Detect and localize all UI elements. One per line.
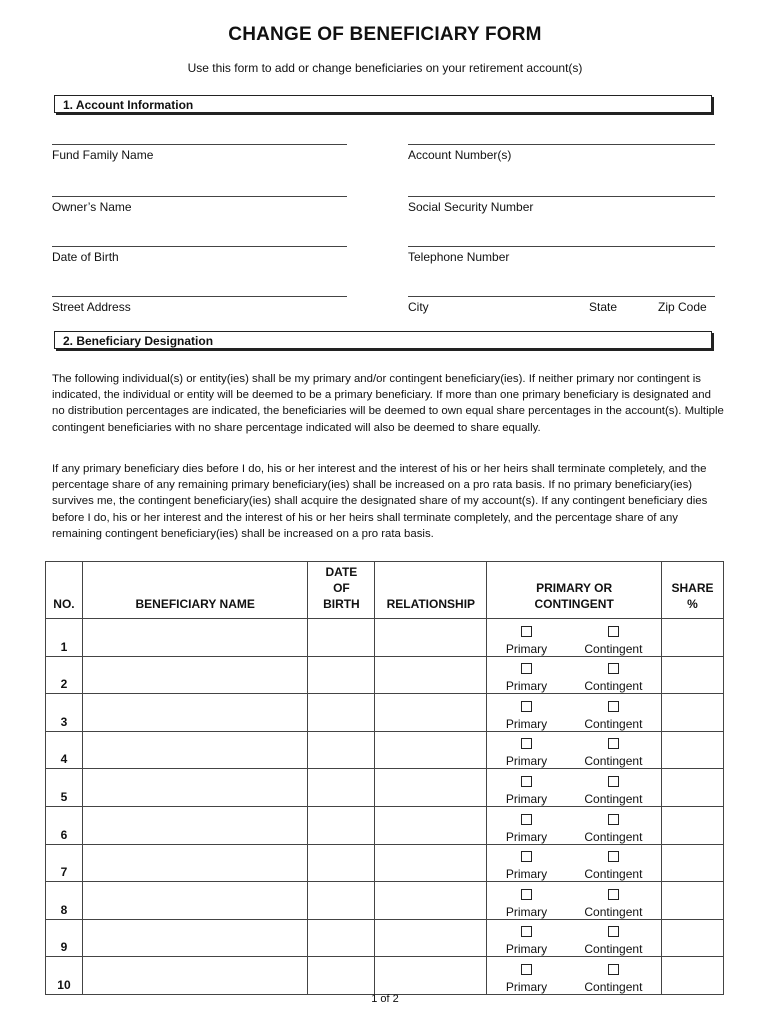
- contingent-option[interactable]: [584, 814, 642, 844]
- beneficiary-relationship-cell[interactable]: [375, 919, 487, 957]
- header-share-line2: %: [687, 597, 698, 611]
- header-relationship: RELATIONSHIP: [375, 562, 487, 619]
- primary-label: Primary: [505, 829, 548, 844]
- beneficiary-relationship-cell[interactable]: [375, 619, 487, 657]
- owner-name-field[interactable]: [52, 196, 347, 214]
- primary-option[interactable]: [506, 889, 547, 919]
- table-header-row: [46, 562, 724, 619]
- primary-contingent-cell: [487, 919, 662, 957]
- share-percent-cell[interactable]: [662, 957, 724, 995]
- contingent-label: Contingent: [584, 754, 643, 769]
- fund-family-label: Fund Family Name: [52, 148, 154, 162]
- primary-option[interactable]: [506, 964, 547, 994]
- primary-label: Primary: [505, 641, 548, 656]
- page-number: 1 of 2: [371, 993, 399, 1005]
- header-share-line1: SHARE: [671, 581, 714, 595]
- table-row: [46, 731, 724, 769]
- header-dob-line3: BIRTH: [323, 597, 360, 611]
- table-row: [46, 957, 724, 995]
- beneficiary-relationship-cell[interactable]: [375, 957, 487, 995]
- primary-checkbox[interactable]: [521, 926, 532, 937]
- contingent-option[interactable]: [584, 964, 642, 994]
- contingent-checkbox[interactable]: [608, 964, 619, 975]
- primary-contingent-cell: [487, 882, 662, 920]
- beneficiary-name-cell[interactable]: [82, 806, 308, 844]
- beneficiary-dob-cell[interactable]: [308, 957, 375, 995]
- account-number-field[interactable]: [408, 144, 715, 162]
- share-percent-cell[interactable]: [662, 806, 724, 844]
- street-address-label: Street Address: [52, 300, 131, 314]
- contingent-checkbox[interactable]: [608, 626, 619, 637]
- beneficiary-dob-cell[interactable]: [308, 694, 375, 732]
- primary-contingent-cell: [487, 769, 662, 807]
- designation-paragraph-2: If any primary beneficiary dies before I do, his or her interest and the interest of his or her heirs shall terminate completely, and the percentage share of any remaining primary beneficiary(ies) shall be increased on a pro rata basis. If no primary beneficiary(ies) survives me, the contingent beneficiary(ies) shall acquire the designated share of my account(s). If any contingent beneficiary dies before I do, his or her interest and the interest of his or her heirs shall terminate completely, and the percentage share of any remaining contingent beneficiary(ies) shall be increased on a pro rata basis.: [52, 463, 708, 540]
- contingent-checkbox[interactable]: [608, 663, 619, 674]
- city-label: City: [408, 300, 429, 314]
- primary-option[interactable]: [506, 851, 547, 881]
- contingent-option[interactable]: [584, 663, 642, 693]
- fund-family-field[interactable]: [52, 144, 347, 162]
- beneficiary-name-cell[interactable]: [82, 769, 308, 807]
- beneficiary-dob-cell[interactable]: [308, 769, 375, 807]
- share-percent-cell[interactable]: [662, 694, 724, 732]
- row-number: 6: [46, 806, 83, 844]
- telephone-label: Telephone Number: [408, 250, 510, 264]
- row-number: 5: [46, 769, 83, 807]
- primary-contingent-cell: [487, 619, 662, 657]
- contingent-checkbox[interactable]: [608, 701, 619, 712]
- header-no: NO.: [46, 562, 83, 619]
- beneficiary-name-cell[interactable]: [82, 957, 308, 995]
- share-percent-cell[interactable]: [662, 731, 724, 769]
- primary-label: Primary: [505, 679, 548, 694]
- primary-contingent-cell: [487, 731, 662, 769]
- beneficiary-name-cell[interactable]: [82, 844, 308, 882]
- row-number: 9: [46, 919, 83, 957]
- beneficiary-dob-cell[interactable]: [308, 806, 375, 844]
- primary-checkbox[interactable]: [521, 663, 532, 674]
- account-number-label: Account Number(s): [408, 148, 512, 162]
- beneficiary-name-cell[interactable]: [82, 731, 308, 769]
- share-percent-cell[interactable]: [662, 919, 724, 957]
- primary-label: Primary: [505, 754, 548, 769]
- contingent-option[interactable]: [584, 889, 642, 919]
- primary-label: Primary: [505, 867, 548, 882]
- primary-option[interactable]: [506, 814, 547, 844]
- share-percent-cell[interactable]: [662, 769, 724, 807]
- section-heading-beneficiary: 2. Beneficiary Designation: [54, 331, 712, 349]
- primary-option[interactable]: [506, 663, 547, 693]
- primary-contingent-cell: [487, 694, 662, 732]
- share-percent-cell[interactable]: [662, 844, 724, 882]
- beneficiary-relationship-cell[interactable]: [375, 656, 487, 694]
- row-number: 10: [46, 957, 83, 995]
- table-row: [46, 844, 724, 882]
- contingent-option[interactable]: [584, 851, 642, 881]
- primary-checkbox[interactable]: [521, 851, 532, 862]
- row-number: 4: [46, 731, 83, 769]
- beneficiary-relationship-cell[interactable]: [375, 769, 487, 807]
- designation-paragraph-1: The following individual(s) or entity(ies) shall be my primary and/or contingent beneficiary(ies). If neither primary nor contingent is indicated, the individual or entity will be deemed to be a primary beneficiary. If more than one primary beneficiary is designated and no distribution percentages are indicated, the beneficiaries will be deemed to own equal share percentages in the account(s). Multiple contingent beneficiaries with no share percentage indicated will also be deemed to share equally.: [52, 373, 724, 434]
- row-number: 7: [46, 844, 83, 882]
- beneficiary-name-cell[interactable]: [82, 656, 308, 694]
- table-row: [46, 882, 724, 920]
- primary-option[interactable]: [506, 701, 547, 731]
- header-dob-line2: OF: [333, 581, 350, 595]
- beneficiary-relationship-cell[interactable]: [375, 694, 487, 732]
- table-row: [46, 919, 724, 957]
- contingent-checkbox[interactable]: [608, 814, 619, 825]
- zip-label: Zip Code: [658, 300, 707, 314]
- table-row: [46, 769, 724, 807]
- header-pc-line1: PRIMARY OR: [536, 581, 613, 595]
- table-row: [46, 806, 724, 844]
- beneficiary-dob-cell[interactable]: [308, 656, 375, 694]
- beneficiary-dob-cell[interactable]: [308, 919, 375, 957]
- contingent-checkbox[interactable]: [608, 926, 619, 937]
- header-primary-contingent: [487, 562, 662, 619]
- table-row: [46, 694, 724, 732]
- contingent-label: Contingent: [584, 942, 643, 957]
- primary-option[interactable]: [506, 926, 547, 956]
- contingent-checkbox[interactable]: [608, 738, 619, 749]
- beneficiary-name-cell[interactable]: [82, 919, 308, 957]
- contingent-label: Contingent: [584, 904, 643, 919]
- contingent-label: Contingent: [584, 979, 643, 994]
- primary-label: Primary: [505, 791, 548, 806]
- primary-contingent-cell: [487, 844, 662, 882]
- beneficiary-relationship-cell[interactable]: [375, 844, 487, 882]
- primary-checkbox[interactable]: [521, 701, 532, 712]
- primary-label: Primary: [505, 979, 548, 994]
- contingent-label: Contingent: [584, 829, 643, 844]
- dob-label: Date of Birth: [52, 250, 119, 264]
- state-label: State: [589, 300, 618, 314]
- header-pc-line2: CONTINGENT: [534, 597, 614, 611]
- primary-label: Primary: [505, 904, 548, 919]
- contingent-option[interactable]: [584, 926, 642, 956]
- contingent-label: Contingent: [584, 791, 643, 806]
- dob-field[interactable]: [52, 246, 347, 264]
- primary-checkbox[interactable]: [521, 776, 532, 787]
- primary-checkbox[interactable]: [521, 964, 532, 975]
- primary-contingent-cell: [487, 656, 662, 694]
- share-percent-cell[interactable]: [662, 619, 724, 657]
- contingent-label: Contingent: [584, 716, 643, 731]
- beneficiary-name-cell[interactable]: [82, 619, 308, 657]
- beneficiary-table: [45, 561, 724, 995]
- contingent-option[interactable]: [584, 626, 642, 656]
- primary-checkbox[interactable]: [521, 814, 532, 825]
- contingent-checkbox[interactable]: [608, 776, 619, 787]
- primary-checkbox[interactable]: [521, 738, 532, 749]
- beneficiary-dob-cell[interactable]: [308, 731, 375, 769]
- header-share: [662, 562, 724, 619]
- primary-label: Primary: [505, 716, 548, 731]
- primary-checkbox[interactable]: [521, 626, 532, 637]
- city-state-zip-field[interactable]: [408, 296, 715, 314]
- primary-checkbox[interactable]: [521, 889, 532, 900]
- form-title: CHANGE OF BENEFICIARY FORM: [228, 24, 542, 45]
- primary-option[interactable]: [506, 776, 547, 806]
- section-heading-account-info: 1. Account Information: [54, 95, 712, 113]
- beneficiary-name-cell[interactable]: [82, 694, 308, 732]
- beneficiary-dob-cell[interactable]: [308, 882, 375, 920]
- row-number: 8: [46, 882, 83, 920]
- primary-option[interactable]: [506, 738, 547, 768]
- contingent-label: Contingent: [584, 867, 643, 882]
- street-address-field[interactable]: [52, 296, 347, 314]
- contingent-option[interactable]: [584, 738, 642, 768]
- contingent-label: Contingent: [584, 641, 643, 656]
- row-number: 2: [46, 656, 83, 694]
- beneficiary-relationship-cell[interactable]: [375, 806, 487, 844]
- header-beneficiary-name: BENEFICIARY NAME: [82, 562, 308, 619]
- share-percent-cell[interactable]: [662, 656, 724, 694]
- header-date-of-birth: [308, 562, 375, 619]
- primary-option[interactable]: [506, 626, 547, 656]
- form-subtitle: Use this form to add or change beneficiaries on your retirement account(s): [187, 61, 583, 75]
- contingent-option[interactable]: [584, 701, 642, 731]
- owner-name-label: Owner’s Name: [52, 200, 132, 214]
- contingent-checkbox[interactable]: [608, 889, 619, 900]
- beneficiary-relationship-cell[interactable]: [375, 731, 487, 769]
- beneficiary-relationship-cell[interactable]: [375, 882, 487, 920]
- table-row: [46, 656, 724, 694]
- telephone-field[interactable]: [408, 246, 715, 264]
- row-number: 1: [46, 619, 83, 657]
- contingent-option[interactable]: [584, 776, 642, 806]
- beneficiary-name-cell[interactable]: [82, 882, 308, 920]
- primary-contingent-cell: [487, 806, 662, 844]
- primary-contingent-cell: [487, 957, 662, 995]
- ssn-label: Social Security Number: [408, 200, 534, 214]
- share-percent-cell[interactable]: [662, 882, 724, 920]
- contingent-label: Contingent: [584, 679, 643, 694]
- beneficiary-dob-cell[interactable]: [308, 619, 375, 657]
- contingent-checkbox[interactable]: [608, 851, 619, 862]
- row-number: 3: [46, 694, 83, 732]
- ssn-field[interactable]: [408, 196, 715, 214]
- beneficiary-dob-cell[interactable]: [308, 844, 375, 882]
- primary-label: Primary: [505, 942, 548, 957]
- header-dob-line1: DATE: [325, 565, 358, 579]
- table-row: [46, 619, 724, 657]
